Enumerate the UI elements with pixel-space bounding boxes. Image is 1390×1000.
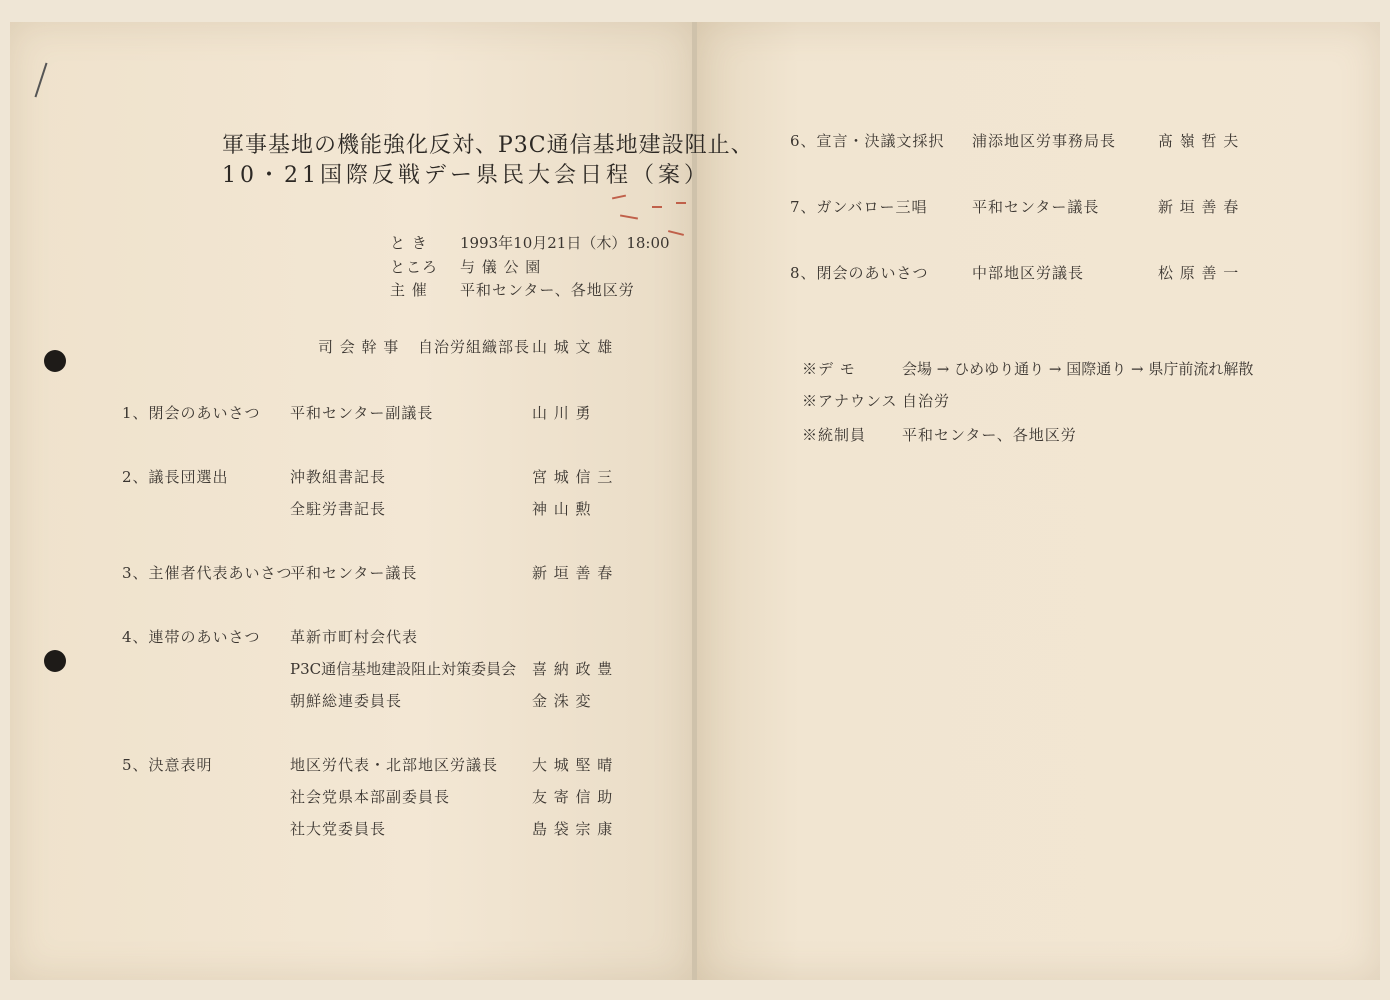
punch-hole-bottom: [44, 650, 66, 672]
date-label: と き: [390, 234, 428, 252]
speaker-name: 喜 納 政 豊: [532, 660, 614, 678]
control-value: 平和センター、各地区労: [902, 426, 1077, 444]
ink-stain: [676, 202, 686, 204]
speaker-name: 松 原 善 一: [1158, 264, 1240, 282]
speaker-role: 中部地区労議長: [972, 264, 1085, 282]
demo-route: 会場 → ひめゆり通り → 国際通り → 県庁前流れ解散: [902, 360, 1254, 378]
speaker-role: P3C通信基地建設阻止対策委員会: [290, 660, 517, 678]
speaker-role: 革新市町村会代表: [290, 628, 419, 646]
speaker-role: 朝鮮総連委員長: [290, 692, 403, 710]
program-item-6: 6、宣言・決議文採択: [790, 132, 945, 150]
program-item-7: 7、ガンバロー三唱: [790, 198, 928, 216]
speaker-role: 全駐労書記長: [290, 500, 387, 518]
program-item-8: 8、閉会のあいさつ: [790, 264, 929, 282]
speaker-role: 浦添地区労事務局長: [972, 132, 1117, 150]
speaker-role: 社会党県本部副委員長: [290, 788, 451, 806]
program-item-2: 2、議長団選出: [122, 468, 229, 486]
speaker-role: 地区労代表・北部地区労議長: [290, 756, 499, 774]
speaker-role: 社大党委員長: [290, 820, 387, 838]
speaker-role: 沖教組書記長: [290, 468, 387, 486]
punch-hole-top: [44, 350, 66, 372]
speaker-name: 宮 城 信 三: [532, 468, 614, 486]
control-label: ※統制員: [802, 426, 867, 444]
speaker-name: 新 垣 善 春: [1158, 198, 1240, 216]
speaker-name: 金 洙 変: [532, 692, 592, 710]
speaker-role: 平和センター議長: [290, 564, 418, 582]
speaker-name: 髙 嶺 哲 夫: [1158, 132, 1240, 150]
ink-stain: [652, 206, 662, 208]
mc-name: 山 城 文 雄: [532, 338, 614, 356]
speaker-name: 大 城 堅 晴: [532, 756, 614, 774]
mc-label: 司 会 幹 事: [318, 338, 400, 356]
program-item-1: 1、閉会のあいさつ: [122, 404, 261, 422]
document-title-line1: 軍事基地の機能強化反対、P3C通信基地建設阻止、: [222, 133, 754, 158]
right-page: [697, 22, 1380, 980]
date-value: 1993年10月21日（木）18:00: [460, 234, 670, 252]
speaker-role: 平和センター議長: [972, 198, 1100, 216]
speaker-role: 平和センター副議長: [290, 404, 434, 422]
announce-label: ※アナウンス: [802, 392, 898, 410]
demo-label: ※デ モ: [802, 360, 856, 378]
program-item-4: 4、連帯のあいさつ: [122, 628, 261, 646]
speaker-name: 島 袋 宗 康: [532, 820, 614, 838]
speaker-name: 友 寄 信 助: [532, 788, 614, 806]
program-item-5: 5、決意表明: [122, 756, 213, 774]
mc-role: 自治労組織部長: [418, 338, 531, 356]
speaker-name: 山 川 勇: [532, 404, 592, 422]
speaker-name: 新 垣 善 春: [532, 564, 614, 582]
document-title-line2: 10・21国際反戦デー県民大会日程（案）: [222, 163, 710, 188]
host-value: 平和センター、各地区労: [460, 281, 635, 299]
announce-value: 自治労: [902, 392, 951, 410]
speaker-name: 神 山 勲: [532, 500, 592, 518]
place-label: ところ: [390, 258, 439, 276]
host-label: 主 催: [390, 281, 428, 299]
program-item-3: 3、主催者代表あいさつ: [122, 564, 293, 582]
place-value: 与 儀 公 園: [460, 258, 542, 276]
